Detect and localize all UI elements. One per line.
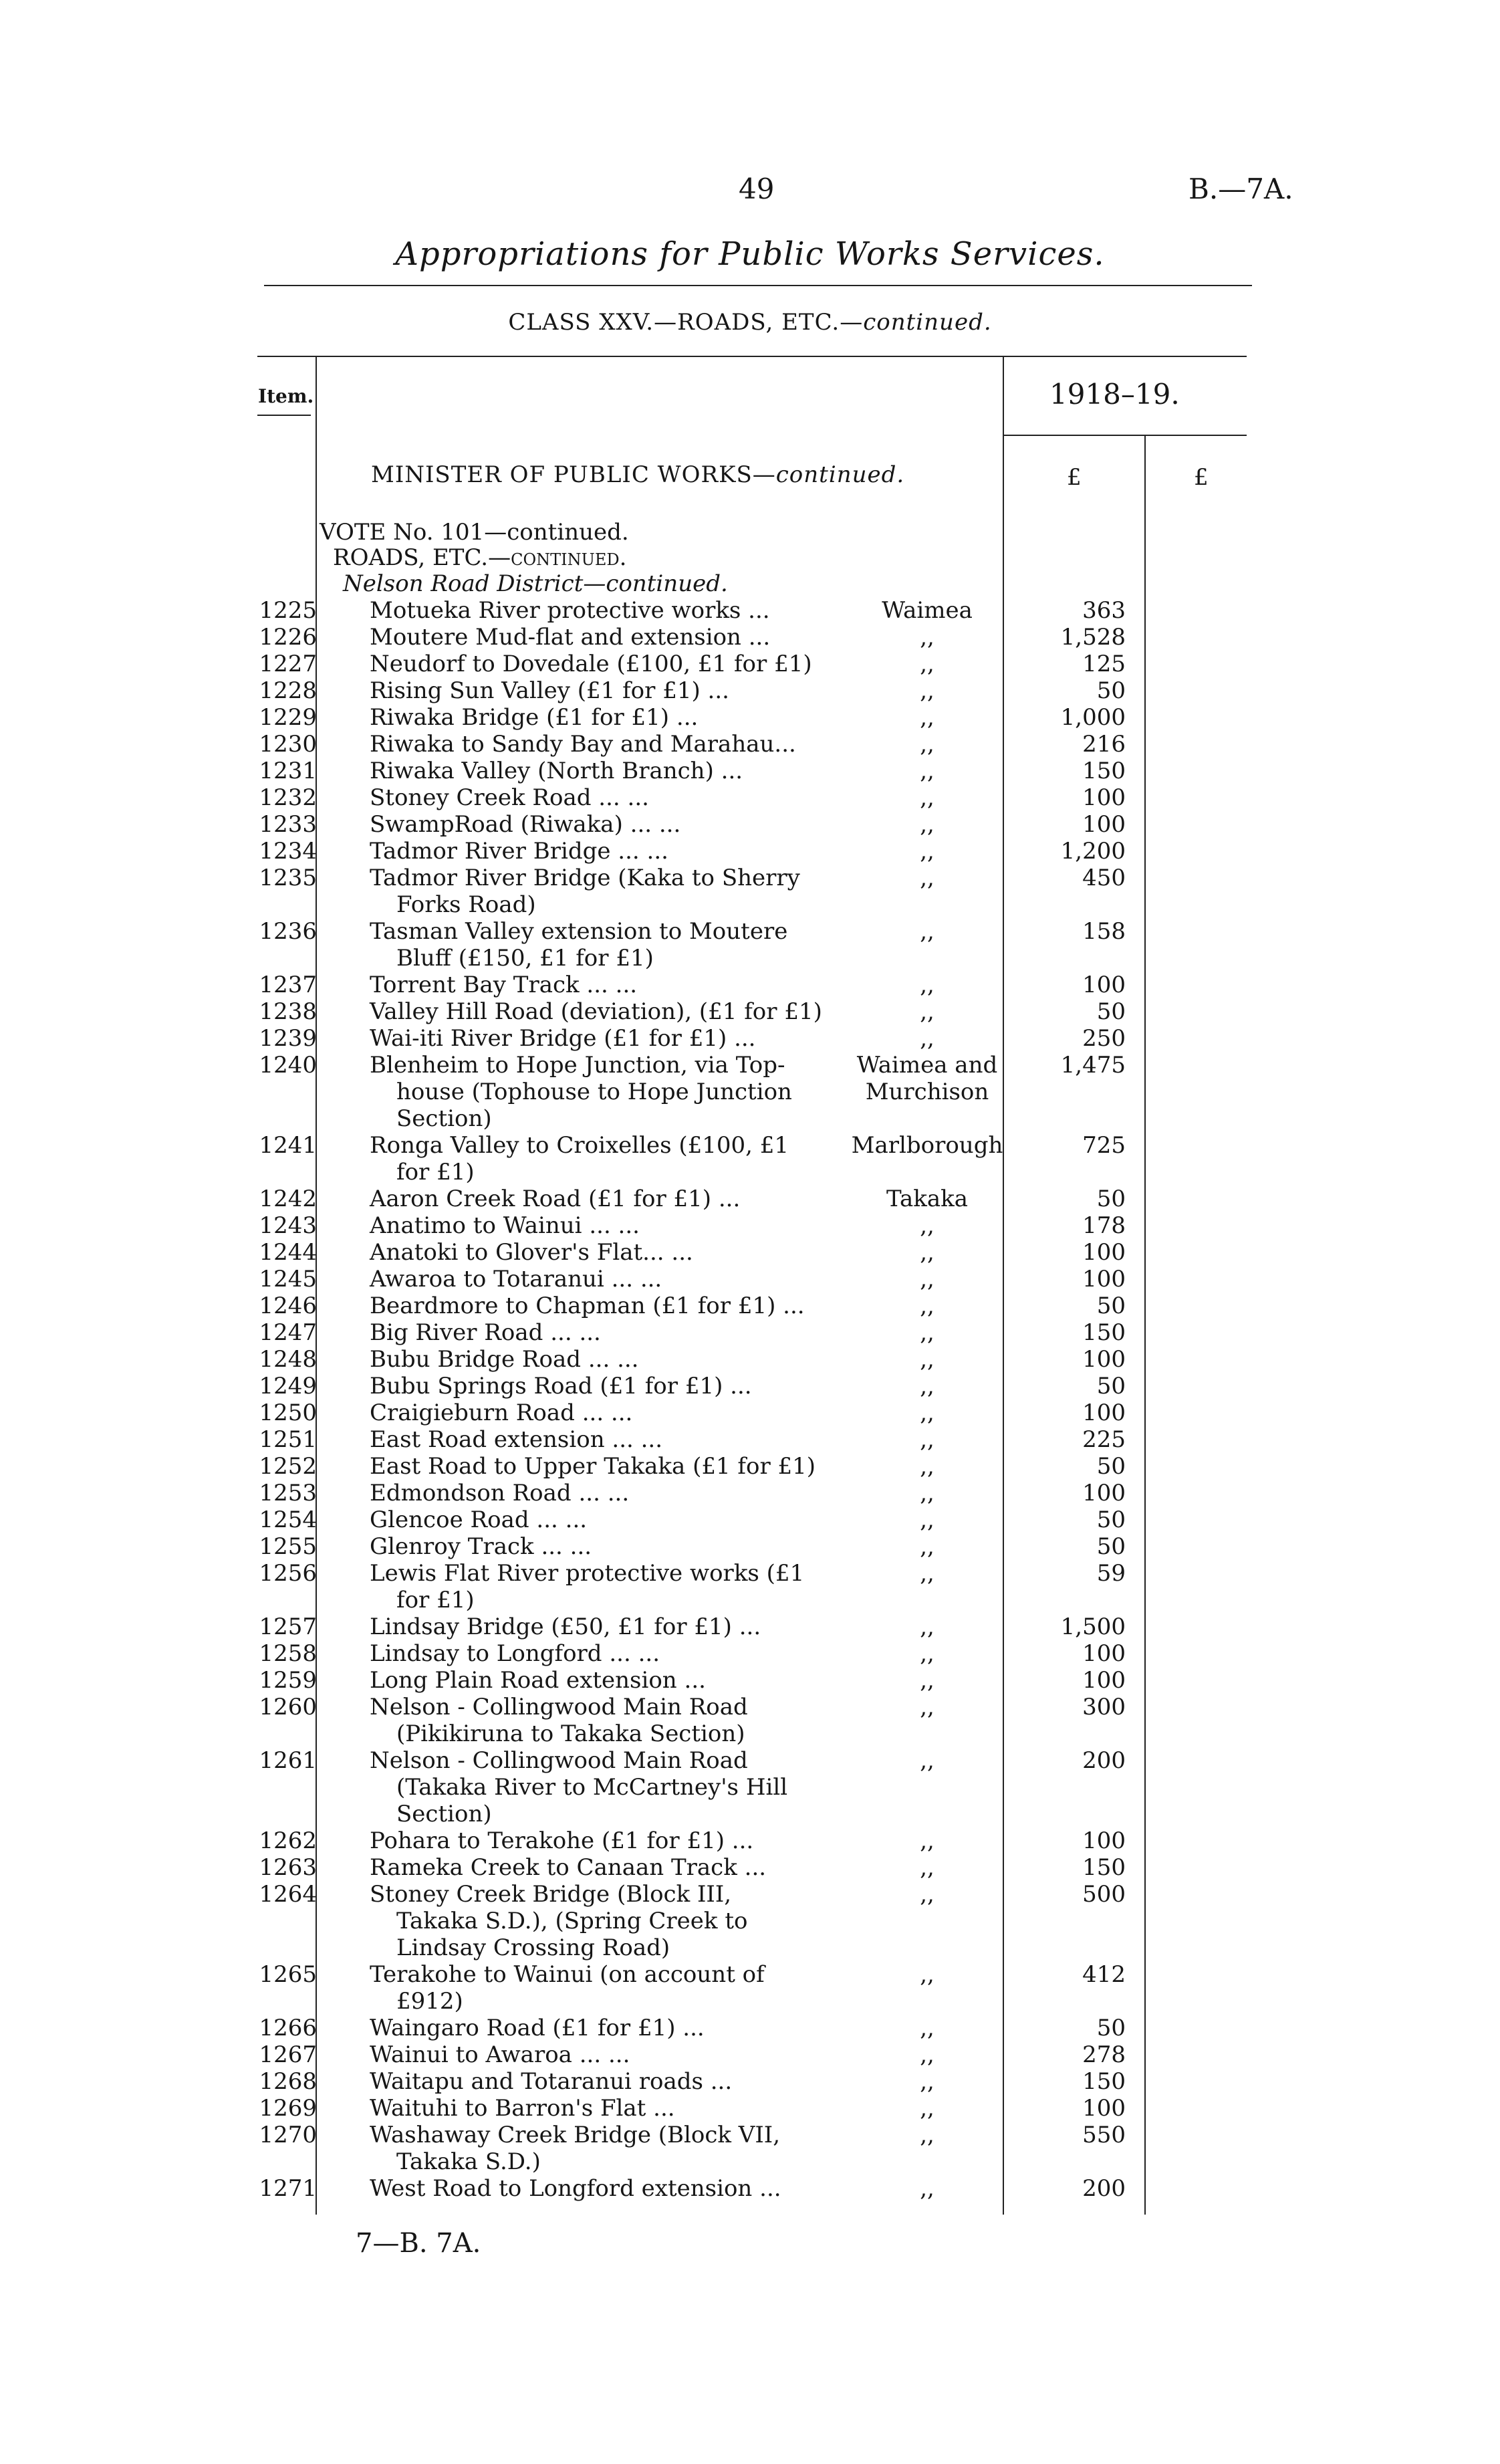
- row-item-number: 1269: [259, 2095, 317, 2122]
- row-description-line: Rising Sun Valley (£1 for £1) ...: [370, 677, 729, 704]
- row-item-number: 1261: [259, 1747, 317, 1774]
- row-description-line: Section): [396, 1105, 492, 1132]
- row-description-line: West Road to Longford extension ...: [370, 2175, 781, 2202]
- row-district: ,,: [920, 838, 934, 865]
- row-description-line: Section): [396, 1801, 492, 1827]
- row-amount: 150: [1082, 2068, 1126, 2095]
- row-description-line: Lindsay Crossing Road): [396, 1934, 670, 1961]
- minister-heading-cont: continued.: [775, 461, 905, 488]
- row-district: ,,: [920, 1961, 934, 1988]
- row-description-line: £912): [396, 1988, 463, 2015]
- row-district: ,,: [920, 1480, 934, 1506]
- row-description-line: Glenroy Track ... ...: [370, 1533, 592, 1560]
- class-heading-cont: continued.: [863, 309, 992, 336]
- row-item-number: 1255: [259, 1533, 317, 1560]
- row-amount: 725: [1082, 1132, 1126, 1159]
- row-amount: 1,000: [1060, 704, 1126, 731]
- row-description-line: East Road to Upper Takaka (£1 for £1): [370, 1453, 816, 1480]
- row-item-number: 1249: [259, 1373, 317, 1399]
- row-amount: 450: [1082, 865, 1126, 891]
- row-item-number: 1263: [259, 1854, 317, 1881]
- row-item-number: 1230: [259, 731, 317, 758]
- row-amount: 363: [1082, 597, 1126, 624]
- row-district: ,,: [920, 1293, 934, 1319]
- row-description-line: SwampRoad (Riwaka) ... ...: [370, 811, 681, 838]
- row-district: ,,: [920, 865, 934, 891]
- row-district: ,,: [920, 1613, 934, 1640]
- row-district: ,,: [920, 2095, 934, 2122]
- row-amount: 500: [1082, 1881, 1126, 1908]
- row-amount: 100: [1082, 2095, 1126, 2122]
- row-amount: 158: [1082, 918, 1126, 945]
- row-item-number: 1243: [259, 1212, 317, 1239]
- row-district: ,,: [920, 1854, 934, 1881]
- row-amount: 250: [1082, 1025, 1126, 1052]
- row-item-number: 1253: [259, 1480, 317, 1506]
- row-description-line: Torrent Bay Track ... ...: [370, 972, 638, 998]
- row-item-number: 1270: [259, 2122, 317, 2148]
- row-description-line: Riwaka Valley (North Branch) ...: [370, 758, 743, 784]
- row-description-line: Anatimo to Wainui ... ...: [370, 1212, 640, 1239]
- row-district: ,,: [920, 2015, 934, 2041]
- row-district: ,,: [920, 651, 934, 677]
- row-amount: 59: [1096, 1560, 1126, 1587]
- item-column-header: Item.: [258, 385, 314, 407]
- pound-sign-col1: £: [1067, 464, 1082, 491]
- row-description-line: Neudorf to Dovedale (£100, £1 for £1): [370, 651, 812, 677]
- row-description-line: house (Tophouse to Hope Junction: [396, 1079, 792, 1105]
- row-item-number: 1271: [259, 2175, 317, 2202]
- row-description-line: Stoney Creek Road ... ...: [370, 784, 649, 811]
- row-amount: 1,200: [1060, 838, 1126, 865]
- row-district: ,,: [920, 1426, 934, 1453]
- row-description-line: Motueka River protective works ...: [370, 597, 770, 624]
- row-description-line: Bubu Bridge Road ... ...: [370, 1346, 639, 1373]
- row-description-line: Forks Road): [396, 891, 536, 918]
- row-description-line: Valley Hill Road (deviation), (£1 for £1): [370, 998, 822, 1025]
- district-heading: Nelson Road District—continued.: [343, 570, 728, 597]
- row-item-number: 1248: [259, 1346, 317, 1373]
- row-description-line: Wai-iti River Bridge (£1 for £1) ...: [370, 1025, 756, 1052]
- pound-sign-col2: £: [1194, 464, 1209, 491]
- vote-heading: VOTE No. 101—continued.: [320, 519, 629, 546]
- row-district: Marlborough: [851, 1132, 1003, 1159]
- row-district: ,,: [920, 1266, 934, 1293]
- item-header-underline: [257, 415, 311, 416]
- row-district: ,,: [920, 918, 934, 945]
- year-header-underline: [1003, 435, 1247, 436]
- row-description-line: (Pikikiruna to Takaka Section): [396, 1720, 745, 1747]
- row-item-number: 1238: [259, 998, 317, 1025]
- row-item-number: 1226: [259, 624, 317, 651]
- row-item-number: 1241: [259, 1132, 317, 1159]
- row-description-line: Takaka S.D.): [396, 2148, 541, 2175]
- row-amount: 100: [1082, 1667, 1126, 1694]
- row-district: ,,: [920, 1212, 934, 1239]
- row-amount: 1,475: [1060, 1052, 1126, 1079]
- row-item-number: 1237: [259, 972, 317, 998]
- row-description-line: Takaka S.D.), (Spring Creek to: [396, 1908, 748, 1934]
- row-item-number: 1247: [259, 1319, 317, 1346]
- row-item-number: 1231: [259, 758, 317, 784]
- row-district: ,,: [920, 1399, 934, 1426]
- row-amount: 1,500: [1060, 1613, 1126, 1640]
- row-amount: 178: [1082, 1212, 1126, 1239]
- row-district: Waimea: [882, 597, 973, 624]
- row-item-number: 1252: [259, 1453, 317, 1480]
- class-heading: [0, 309, 1500, 336]
- row-amount: 150: [1082, 758, 1126, 784]
- row-district: ,,: [920, 1747, 934, 1774]
- row-amount: 150: [1082, 1319, 1126, 1346]
- row-description-line: Blenheim to Hope Junction, via Top-: [370, 1052, 785, 1079]
- row-district: ,,: [920, 998, 934, 1025]
- row-amount: 278: [1082, 2041, 1126, 2068]
- row-district: ,,: [920, 784, 934, 811]
- row-item-number: 1229: [259, 704, 317, 731]
- row-district: ,,: [920, 1346, 934, 1373]
- row-description-line: Edmondson Road ... ...: [370, 1480, 630, 1506]
- row-amount: 100: [1082, 811, 1126, 838]
- row-description-line: Pohara to Terakohe (£1 for £1) ...: [370, 1827, 754, 1854]
- page-title: Appropriations for Public Works Services.: [395, 235, 1105, 273]
- row-description-line: Riwaka Bridge (£1 for £1) ...: [370, 704, 699, 731]
- row-district: ,,: [920, 1667, 934, 1694]
- row-amount: 50: [1096, 1506, 1126, 1533]
- year-column-header: 1918–19.: [1049, 378, 1180, 411]
- row-amount: 125: [1082, 651, 1126, 677]
- row-district: ,,: [920, 1506, 934, 1533]
- row-district: ,,: [920, 2068, 934, 2095]
- row-district: ,,: [920, 1239, 934, 1266]
- row-item-number: 1266: [259, 2015, 317, 2041]
- row-item-number: 1268: [259, 2068, 317, 2095]
- document-reference: B.—7A.: [1189, 173, 1293, 205]
- row-district: ,,: [920, 2122, 934, 2148]
- minister-heading-main: MINISTER OF PUBLIC WORKS—: [371, 461, 776, 488]
- row-item-number: 1242: [259, 1186, 317, 1212]
- row-description-line: Lewis Flat River protective works (£1: [370, 1560, 805, 1587]
- row-district: Murchison: [865, 1079, 989, 1105]
- row-item-number: 1254: [259, 1506, 317, 1533]
- row-item-number: 1262: [259, 1827, 317, 1854]
- row-district: ,,: [920, 1694, 934, 1720]
- row-description-line: Wainui to Awaroa ... ...: [370, 2041, 630, 2068]
- row-district: ,,: [920, 972, 934, 998]
- row-item-number: 1245: [259, 1266, 317, 1293]
- row-item-number: 1250: [259, 1399, 317, 1426]
- row-district: ,,: [920, 1373, 934, 1399]
- row-district: ,,: [920, 1319, 934, 1346]
- row-description-line: Long Plain Road extension ...: [370, 1667, 706, 1694]
- row-district: ,,: [920, 1533, 934, 1560]
- row-description-line: East Road extension ... ...: [370, 1426, 663, 1453]
- row-amount: 50: [1096, 1373, 1126, 1399]
- row-description-line: for £1): [396, 1159, 475, 1186]
- row-description-line: Aaron Creek Road (£1 for £1) ...: [370, 1186, 741, 1212]
- row-amount: 50: [1096, 1533, 1126, 1560]
- row-district: ,,: [920, 1025, 934, 1052]
- row-description-line: Bubu Springs Road (£1 for £1) ...: [370, 1373, 752, 1399]
- row-description-line: Washaway Creek Bridge (Block VII,: [370, 2122, 781, 2148]
- row-district: ,,: [920, 758, 934, 784]
- row-district: ,,: [920, 1827, 934, 1854]
- row-description-line: Tadmor River Bridge ... ...: [370, 838, 668, 865]
- row-description-line: Awaroa to Totaranui ... ...: [370, 1266, 662, 1293]
- row-description-line: Craigieburn Road ... ...: [370, 1399, 633, 1426]
- row-item-number: 1235: [259, 865, 317, 891]
- row-description-line: Waituhi to Barron's Flat ...: [370, 2095, 675, 2122]
- row-description-line: Rameka Creek to Canaan Track ...: [370, 1854, 767, 1881]
- row-description-line: Nelson - Collingwood Main Road: [370, 1747, 748, 1774]
- row-district: ,,: [920, 1453, 934, 1480]
- row-amount: 100: [1082, 1827, 1126, 1854]
- row-amount: 200: [1082, 1747, 1126, 1774]
- row-district: ,,: [920, 811, 934, 838]
- row-amount: 100: [1082, 1266, 1126, 1293]
- row-amount: 50: [1096, 1453, 1126, 1480]
- row-item-number: 1225: [259, 597, 317, 624]
- row-description-line: Waitapu and Totaranui roads ...: [370, 2068, 733, 2095]
- row-description-line: Lindsay Bridge (£50, £1 for £1) ...: [370, 1613, 761, 1640]
- row-description-line: Riwaka to Sandy Bay and Marahau...: [370, 731, 796, 758]
- row-amount: 100: [1082, 1346, 1126, 1373]
- row-amount: 200: [1082, 2175, 1126, 2202]
- row-description-line: Glencoe Road ... ...: [370, 1506, 588, 1533]
- row-amount: 50: [1096, 1293, 1126, 1319]
- row-item-number: 1246: [259, 1293, 317, 1319]
- row-description-line: Big River Road ... ...: [370, 1319, 601, 1346]
- row-item-number: 1244: [259, 1239, 317, 1266]
- row-description-line: Waingaro Road (£1 for £1) ...: [370, 2015, 705, 2041]
- row-district: ,,: [920, 2175, 934, 2202]
- footer-signature: 7—B. 7A.: [356, 2228, 481, 2259]
- row-description-line: Tasman Valley extension to Moutere: [370, 918, 788, 945]
- row-district: ,,: [920, 731, 934, 758]
- row-amount: 1,528: [1060, 624, 1126, 651]
- row-description-line: Anatoki to Glover's Flat... ...: [370, 1239, 693, 1266]
- row-description-line: Tadmor River Bridge (Kaka to Sherry: [370, 865, 800, 891]
- subtotal-column-rule: [1144, 435, 1146, 2215]
- row-item-number: 1260: [259, 1694, 317, 1720]
- class-heading-main: CLASS XXV.—ROADS, ETC.—: [508, 309, 864, 336]
- row-district: ,,: [920, 2041, 934, 2068]
- row-amount: 50: [1096, 2015, 1126, 2041]
- row-amount: 412: [1082, 1961, 1126, 1988]
- row-district: Waimea and: [856, 1052, 998, 1079]
- row-description-line: Stoney Creek Bridge (Block III,: [370, 1881, 732, 1908]
- row-description-line: Nelson - Collingwood Main Road: [370, 1694, 748, 1720]
- row-district: ,,: [920, 704, 934, 731]
- row-description-line: Bluff (£150, £1 for £1): [396, 945, 654, 972]
- row-item-number: 1228: [259, 677, 317, 704]
- row-district: ,,: [920, 1881, 934, 1908]
- row-item-number: 1227: [259, 651, 317, 677]
- row-amount: 50: [1096, 1186, 1126, 1212]
- row-item-number: 1251: [259, 1426, 317, 1453]
- row-item-number: 1257: [259, 1613, 317, 1640]
- page-number: 49: [739, 173, 775, 205]
- row-amount: 50: [1096, 677, 1126, 704]
- row-description-line: Terakohe to Wainui (on account of: [370, 1961, 765, 1988]
- row-amount: 216: [1082, 731, 1126, 758]
- row-district: ,,: [920, 677, 934, 704]
- row-item-number: 1234: [259, 838, 317, 865]
- row-item-number: 1258: [259, 1640, 317, 1667]
- row-district: ,,: [920, 1560, 934, 1587]
- row-description-line: Beardmore to Chapman (£1 for £1) ...: [370, 1293, 805, 1319]
- row-amount: 100: [1082, 1239, 1126, 1266]
- minister-heading: [371, 461, 904, 488]
- row-amount: 100: [1082, 1640, 1126, 1667]
- row-item-number: 1256: [259, 1560, 317, 1587]
- table-top-rule: [257, 356, 1247, 357]
- row-district: ,,: [920, 1640, 934, 1667]
- row-description-line: Ronga Valley to Croixelles (£100, £1: [370, 1132, 789, 1159]
- row-item-number: 1240: [259, 1052, 317, 1079]
- row-amount: 150: [1082, 1854, 1126, 1881]
- row-amount: 550: [1082, 2122, 1126, 2148]
- row-description-line: (Takaka River to McCartney's Hill: [396, 1774, 788, 1801]
- row-amount: 300: [1082, 1694, 1126, 1720]
- row-amount: 100: [1082, 784, 1126, 811]
- row-amount: 225: [1082, 1426, 1126, 1453]
- row-item-number: 1233: [259, 811, 317, 838]
- row-district: Takaka: [886, 1186, 969, 1212]
- row-item-number: 1236: [259, 918, 317, 945]
- row-item-number: 1239: [259, 1025, 317, 1052]
- row-item-number: 1232: [259, 784, 317, 811]
- row-amount: 100: [1082, 972, 1126, 998]
- row-description-line: for £1): [396, 1587, 475, 1613]
- title-rule: [264, 285, 1252, 286]
- row-district: ,,: [920, 624, 934, 651]
- row-item-number: 1264: [259, 1881, 317, 1908]
- row-item-number: 1265: [259, 1961, 317, 1988]
- row-item-number: 1267: [259, 2041, 317, 2068]
- row-amount: 100: [1082, 1480, 1126, 1506]
- row-item-number: 1259: [259, 1667, 317, 1694]
- row-description-line: Lindsay to Longford ... ...: [370, 1640, 660, 1667]
- row-description-line: Moutere Mud-flat and extension ...: [370, 624, 771, 651]
- row-amount: 50: [1096, 998, 1126, 1025]
- roads-heading: ROADS, ETC.—continued.: [333, 544, 627, 571]
- row-amount: 100: [1082, 1399, 1126, 1426]
